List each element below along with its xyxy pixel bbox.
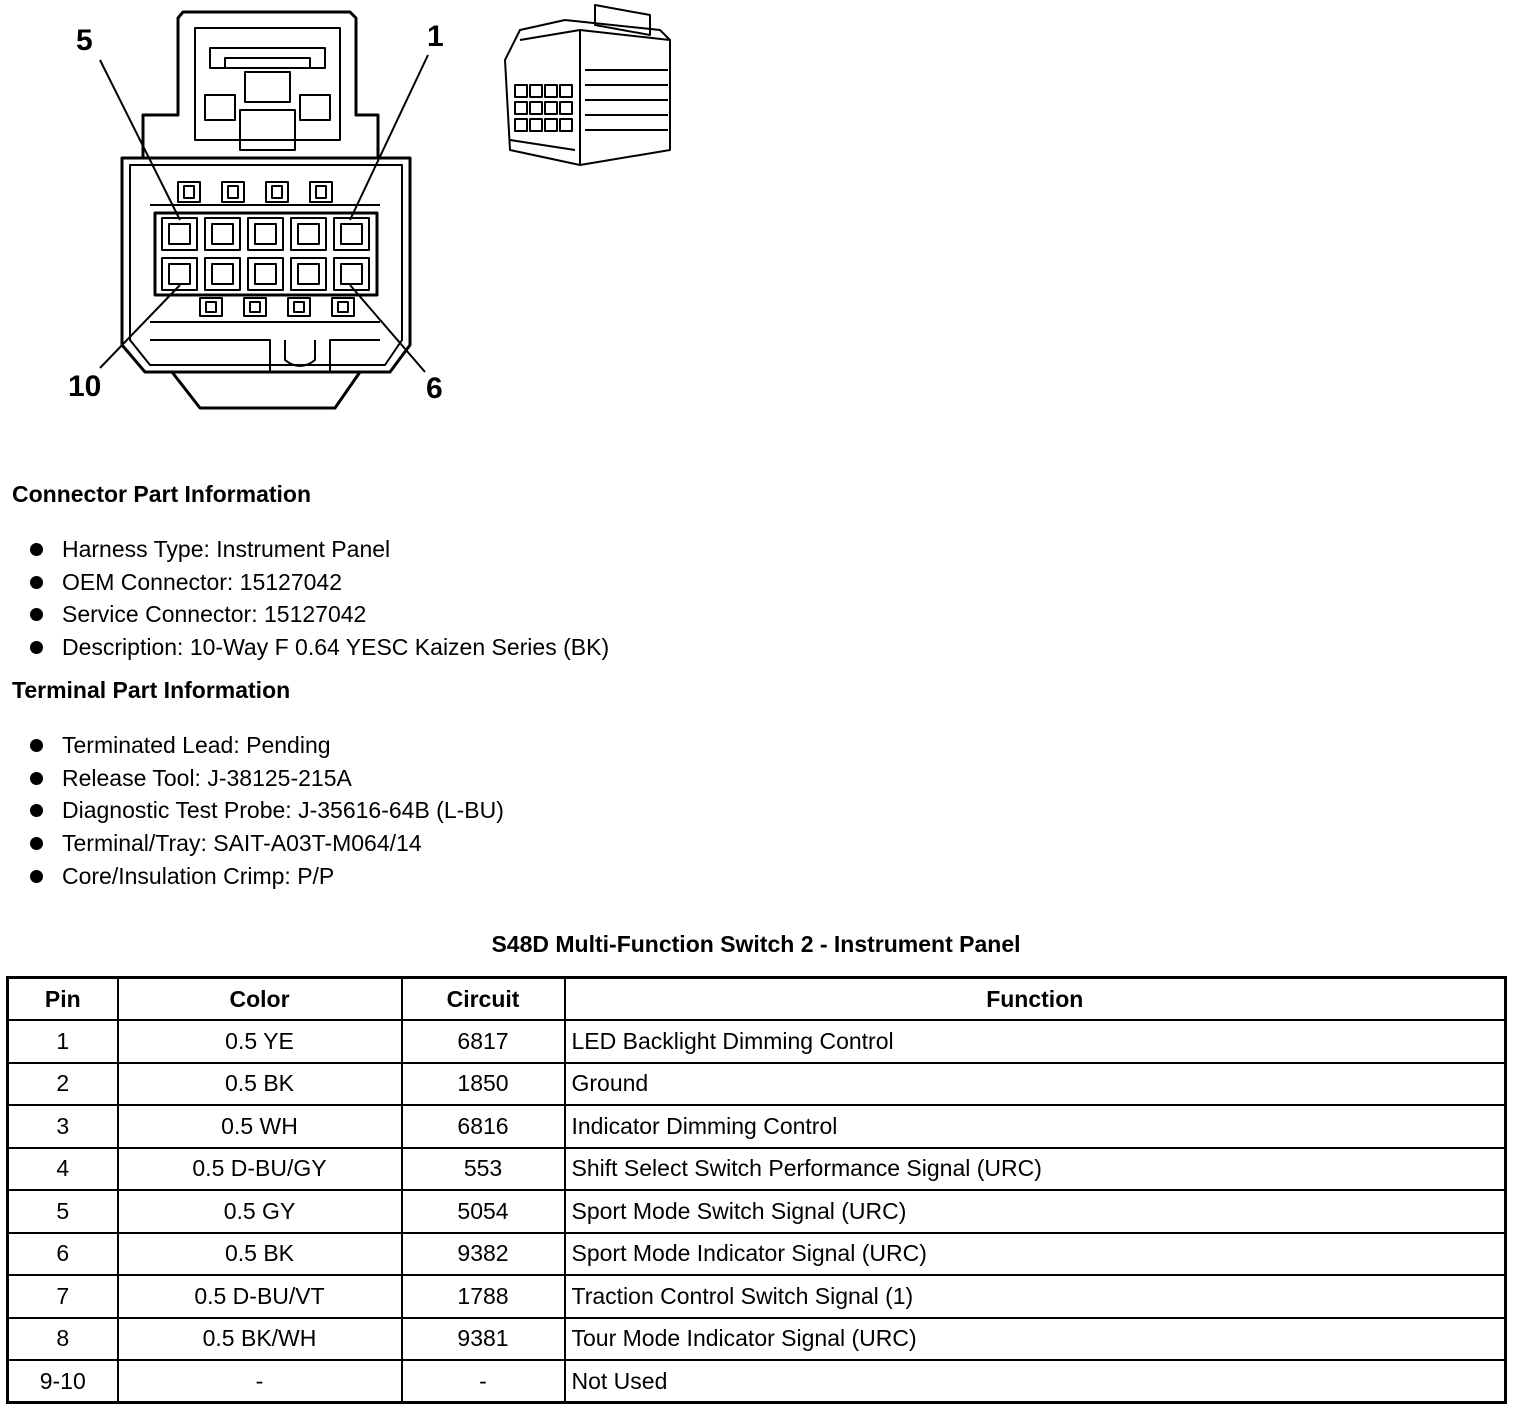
- header-function: Function: [565, 978, 1506, 1021]
- connector-face-drawing: [0, 0, 700, 440]
- table-row: [8, 1360, 1506, 1403]
- table-title: S48D Multi-Function Switch 2 - Instrument Panel: [491, 931, 1021, 957]
- table-row: [8, 1063, 1506, 1106]
- list-item: Harness Type: Instrument Panel: [30, 533, 609, 566]
- connector-diagram: [0, 0, 700, 440]
- table-row: [8, 1105, 1506, 1148]
- cell-pin: 8: [8, 1318, 118, 1361]
- cell-pin: 3: [8, 1105, 118, 1148]
- cell-function: Shift Select Switch Performance Signal (URC): [565, 1148, 1506, 1191]
- cell-function: Not Used: [565, 1360, 1506, 1403]
- list-item: Service Connector: 15127042: [30, 598, 609, 631]
- table-row: [8, 1318, 1506, 1361]
- table-header-row: [8, 978, 1506, 1021]
- table-row: [8, 1233, 1506, 1276]
- list-item: Diagnostic Test Probe: J-35616-64B (L-BU): [30, 794, 504, 827]
- cell-color: 0.5 BK/WH: [118, 1318, 402, 1361]
- cell-pin: 6: [8, 1233, 118, 1276]
- table-row: [8, 1020, 1506, 1063]
- cell-color: 0.5 BK: [118, 1233, 402, 1276]
- list-item: Terminal/Tray: SAIT-A03T-M064/14: [30, 827, 504, 860]
- cell-circuit: -: [402, 1360, 565, 1403]
- list-item: Terminated Lead: Pending: [30, 729, 504, 762]
- list-item: Description: 10-Way F 0.64 YESC Kaizen Series (BK): [30, 631, 609, 664]
- table-row: [8, 1148, 1506, 1191]
- cell-color: -: [118, 1360, 402, 1403]
- cell-color: 0.5 WH: [118, 1105, 402, 1148]
- cell-circuit: 9382: [402, 1233, 565, 1276]
- cell-pin: 1: [8, 1020, 118, 1063]
- cell-circuit: 6816: [402, 1105, 565, 1148]
- list-item: Core/Insulation Crimp: P/P: [30, 860, 504, 893]
- list-item: Release Tool: J-38125-215A: [30, 762, 504, 795]
- pinout-table: [6, 976, 1507, 1404]
- cell-function: Traction Control Switch Signal (1): [565, 1275, 1506, 1318]
- cell-color: 0.5 D-BU/GY: [118, 1148, 402, 1191]
- cell-function: Sport Mode Switch Signal (URC): [565, 1190, 1506, 1233]
- cell-function: LED Backlight Dimming Control: [565, 1020, 1506, 1063]
- cell-color: 0.5 YE: [118, 1020, 402, 1063]
- cell-circuit: 553: [402, 1148, 565, 1191]
- cell-circuit: 6817: [402, 1020, 565, 1063]
- cell-pin: 4: [8, 1148, 118, 1191]
- cell-circuit: 5054: [402, 1190, 565, 1233]
- cell-pin: 7: [8, 1275, 118, 1318]
- cell-circuit: 9381: [402, 1318, 565, 1361]
- cell-pin: 9-10: [8, 1360, 118, 1403]
- cell-color: 0.5 BK: [118, 1063, 402, 1106]
- header-color: Color: [118, 978, 402, 1021]
- connector-info-list: [30, 533, 609, 664]
- pin-label-6: 6: [426, 372, 443, 405]
- list-item: OEM Connector: 15127042: [30, 566, 609, 599]
- pin-label-10: 10: [68, 370, 102, 403]
- cell-function: Indicator Dimming Control: [565, 1105, 1506, 1148]
- cell-pin: 2: [8, 1063, 118, 1106]
- cell-pin: 5: [8, 1190, 118, 1233]
- connector-info-title: Connector Part Information: [12, 481, 312, 507]
- header-circuit: Circuit: [402, 978, 565, 1021]
- cell-function: Tour Mode Indicator Signal (URC): [565, 1318, 1506, 1361]
- header-pin: Pin: [8, 978, 118, 1021]
- cell-color: 0.5 GY: [118, 1190, 402, 1233]
- terminal-info-title: Terminal Part Information: [12, 677, 291, 703]
- cell-circuit: 1850: [402, 1063, 565, 1106]
- cell-color: 0.5 D-BU/VT: [118, 1275, 402, 1318]
- cell-circuit: 1788: [402, 1275, 565, 1318]
- terminal-info-list: [30, 729, 504, 892]
- pin-label-1: 1: [427, 20, 444, 53]
- table-row: [8, 1190, 1506, 1233]
- cell-function: Sport Mode Indicator Signal (URC): [565, 1233, 1506, 1276]
- pin-label-5: 5: [76, 24, 93, 57]
- cell-function: Ground: [565, 1063, 1506, 1106]
- table-row: [8, 1275, 1506, 1318]
